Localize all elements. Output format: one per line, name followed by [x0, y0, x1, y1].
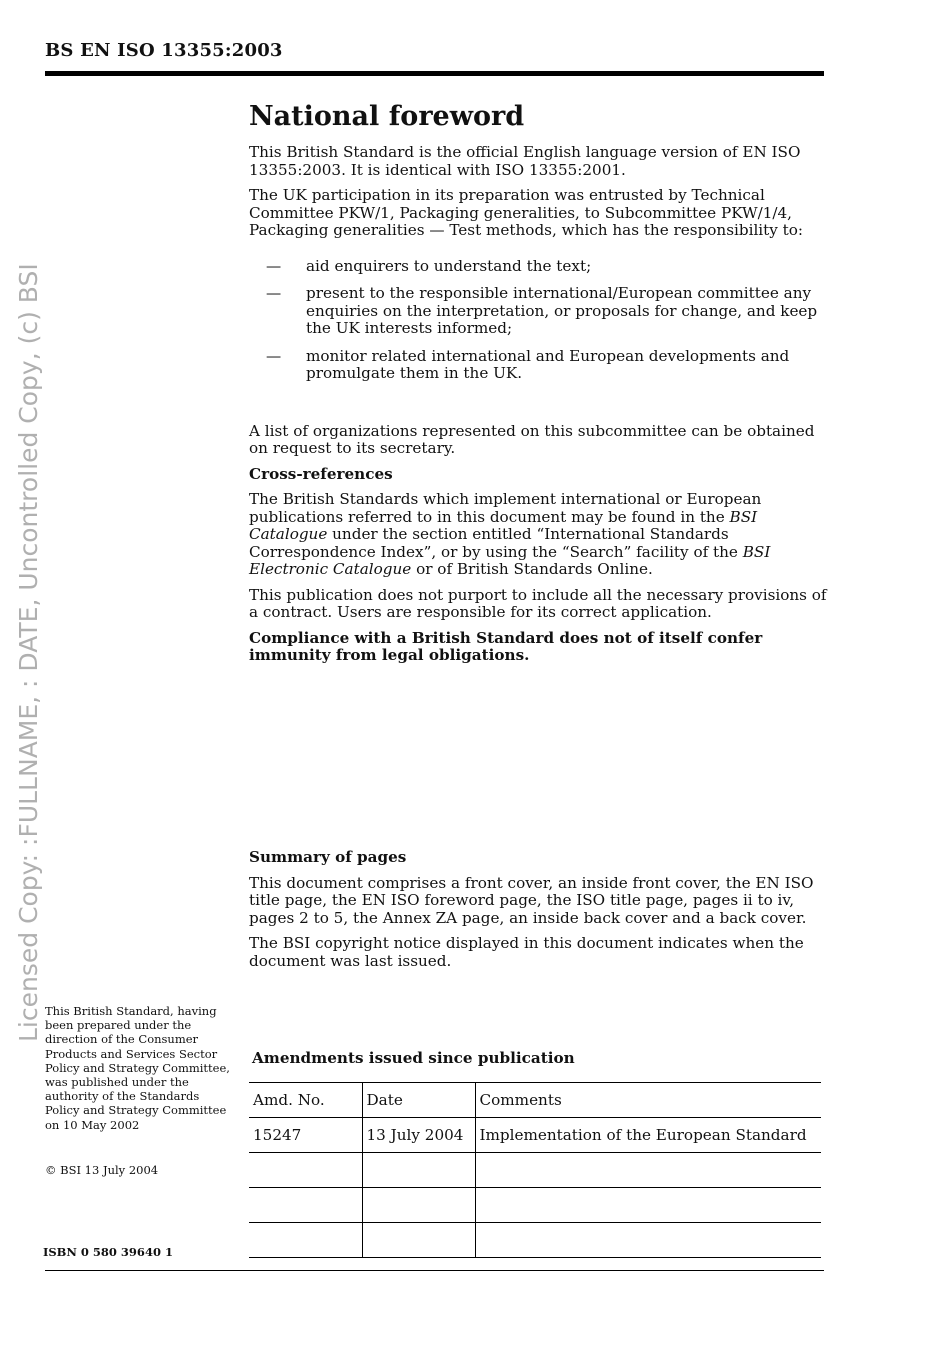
- copyright-line: © BSI 13 July 2004: [45, 1163, 159, 1177]
- participation-paragraph: The UK participation in its preparation was entrusted by Technical Committee PKW/1, Packaging generalities, to Subcommittee PKW/1/4, Packaging generalities — Test methods, which has the responsibility to:: [249, 186, 804, 239]
- header-comments: Comments: [475, 1083, 821, 1118]
- cell-date: [362, 1223, 475, 1258]
- crossref-text-2: under the section entitled “International Standards Correspondence Index”, or by using the “Search” facility of the: [249, 525, 743, 561]
- table-row: [249, 1118, 821, 1153]
- list-item: [249, 258, 827, 276]
- bsi-electronic-catalogue-ref: BSI Electronic Catalogue: [249, 542, 771, 578]
- national-foreword: [249, 100, 827, 673]
- dash-bullet: —: [266, 256, 282, 275]
- header-amd-no: Amd. No.: [249, 1083, 362, 1118]
- license-watermark: Licensed Copy: :FULLNAME, : DATE, Uncontrolled Copy, (c) BSI: [14, 263, 43, 1042]
- cell-amd-no: 15247: [249, 1118, 362, 1153]
- amendments-table: [249, 1082, 821, 1258]
- summary-of-pages: [249, 849, 827, 978]
- responsibility-list: [249, 258, 827, 383]
- amendments-title: Amendments issued since publication: [252, 1049, 575, 1067]
- summary-paragraph: This document comprises a front cover, an inside front cover, the EN ISO title page, the EN ISO foreword page, the ISO title page, pages ii to iv, pages 2 to 5, the Annex ZA page, an inside back cover and a back cover.: [249, 873, 814, 927]
- intro-paragraph: This British Standard is the official English language version of EN ISO 13355:2003. It is identical with ISO 13355:2001.: [249, 143, 801, 179]
- list-item: [249, 348, 827, 383]
- cell-comments: Implementation of the European Standard: [475, 1118, 821, 1153]
- copyright-notice-paragraph: The BSI copyright notice displayed in this document indicates when the document was last issued.: [249, 934, 804, 970]
- crossref-paragraph: [249, 491, 827, 579]
- cell-date: [362, 1153, 475, 1188]
- crossref-text-1: The British Standards which implement international or European publications referred to in this document may be found in the: [249, 490, 762, 526]
- list-item-text: present to the responsible international/European committee any enquiries on the interpretation, or proposals for change, and keep the UK interests informed;: [306, 284, 818, 337]
- cell-comments: [475, 1188, 821, 1223]
- cell-amd-no: [249, 1188, 362, 1223]
- crossref-heading: Cross-references: [249, 464, 393, 483]
- compliance-statement: Compliance with a British Standard does not of itself confer immunity from legal obligations.: [249, 628, 763, 664]
- summary-heading: Summary of pages: [249, 848, 407, 866]
- table-row: [249, 1153, 821, 1188]
- dash-bullet: —: [266, 346, 282, 365]
- table-row: [249, 1188, 821, 1223]
- dash-bullet: —: [266, 284, 282, 302]
- table-header-row: [249, 1083, 821, 1118]
- cell-date: [362, 1188, 475, 1223]
- crossref-text-3: or of British Standards Online.: [411, 560, 653, 578]
- list-item: [249, 285, 827, 338]
- list-item-text: monitor related international and European developments and promulgate them in the UK.: [306, 346, 790, 382]
- isbn: ISBN 0 580 39640 1: [43, 1245, 173, 1259]
- cell-amd-no: [249, 1223, 362, 1258]
- header-date: Date: [362, 1083, 475, 1118]
- cell-comments: [475, 1223, 821, 1258]
- cell-comments: [475, 1153, 821, 1188]
- document-code: BS EN ISO 13355:2003: [45, 40, 283, 61]
- list-item-text: aid enquirers to understand the text;: [306, 256, 592, 275]
- contract-paragraph: This publication does not purport to include all the necessary provisions of a contract. Users are responsible for its correct application.: [249, 585, 827, 621]
- cell-amd-no: [249, 1153, 362, 1188]
- table-row: [249, 1223, 821, 1258]
- organizations-paragraph: A list of organizations represented on this subcommittee can be obtained on request to its secretary.: [249, 421, 815, 457]
- footer-rule: [45, 1270, 824, 1271]
- cell-date: 13 July 2004: [362, 1118, 475, 1153]
- header-rule: [45, 71, 824, 76]
- bsi-catalogue-ref: BSI Catalogue: [249, 507, 758, 543]
- page-title: National foreword: [249, 101, 525, 132]
- publication-note: This British Standard, having been prepared under the direction of the Consumer Products and Services Sector Policy and Strategy Committee, was published under the authority of the Standards Policy and Strategy Committee on 10 May 2002: [45, 1004, 230, 1132]
